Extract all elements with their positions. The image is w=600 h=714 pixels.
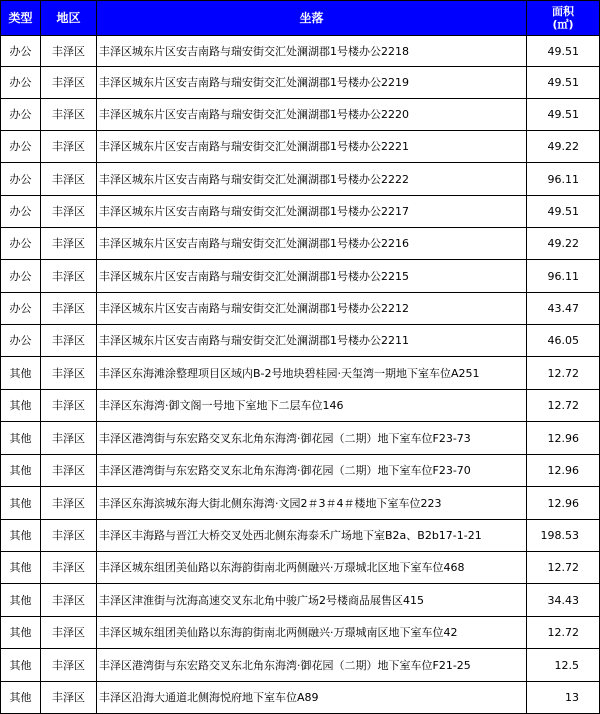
cell-type: 办公 [1,260,41,293]
header-type: 类型 [1,1,41,36]
cell-district: 丰泽区 [41,584,97,617]
cell-area: 49.51 [527,99,600,131]
cell-type: 办公 [1,99,41,131]
cell-area: 12.72 [527,357,600,390]
cell-district: 丰泽区 [41,520,97,552]
cell-area: 12.5 [527,649,600,682]
cell-location: 丰泽区沿海大通道北侧海悦府地下室车位A89 [97,682,527,714]
cell-type: 其他 [1,422,41,455]
cell-district: 丰泽区 [41,99,97,131]
cell-area: 12.72 [527,617,600,649]
cell-location: 丰泽区城东片区安吉南路与瑞安街交汇处澜湖郡1号楼办公2217 [97,196,527,228]
cell-type: 办公 [1,36,41,67]
cell-location: 丰泽区城东片区安吉南路与瑞安街交汇处澜湖郡1号楼办公2216 [97,228,527,260]
cell-type: 办公 [1,196,41,228]
table-row [1,131,600,163]
cell-district: 丰泽区 [41,422,97,455]
cell-area: 12.96 [527,422,600,455]
cell-type: 其他 [1,584,41,617]
cell-type: 其他 [1,487,41,520]
cell-area: 46.05 [527,325,600,357]
table-row [1,487,600,520]
cell-district: 丰泽区 [41,36,97,67]
cell-area: 13 [527,682,600,714]
cell-district: 丰泽区 [41,228,97,260]
cell-location: 丰泽区城东片区安吉南路与瑞安街交汇处澜湖郡1号楼办公2212 [97,293,527,325]
cell-district: 丰泽区 [41,67,97,99]
table-row [1,552,600,584]
table-row [1,682,600,714]
table-row [1,520,600,552]
cell-district: 丰泽区 [41,357,97,390]
cell-location: 丰泽区城东片区安吉南路与瑞安街交汇处澜湖郡1号楼办公2215 [97,260,527,293]
cell-location: 丰泽区东海滩涂整理项目区域内B-2号地块碧桂园·天玺湾一期地下室车位A251 [97,357,527,390]
cell-location: 丰泽区丰海路与晋江大桥交叉处西北侧东海泰禾广场地下室B2a、B2b17-1-21 [97,520,527,552]
cell-district: 丰泽区 [41,260,97,293]
cell-district: 丰泽区 [41,390,97,422]
cell-district: 丰泽区 [41,163,97,196]
cell-area: 12.96 [527,487,600,520]
cell-type: 其他 [1,390,41,422]
cell-area: 12.72 [527,552,600,584]
cell-type: 办公 [1,325,41,357]
cell-area: 34.43 [527,584,600,617]
table-row [1,455,600,487]
cell-location: 丰泽区港湾街与东宏路交叉东北角东海湾·御花园（二期）地下室车位F23-70 [97,455,527,487]
header-location: 坐落 [97,1,527,36]
cell-type: 办公 [1,131,41,163]
cell-district: 丰泽区 [41,487,97,520]
cell-location: 丰泽区津淮街与沈海高速交叉东北角中骏广场2号楼商品展售区415 [97,584,527,617]
header-district: 地区 [41,1,97,36]
cell-location: 丰泽区城东片区安吉南路与瑞安街交汇处澜湖郡1号楼办公2221 [97,131,527,163]
cell-type: 其他 [1,649,41,682]
cell-district: 丰泽区 [41,196,97,228]
cell-district: 丰泽区 [41,617,97,649]
cell-area: 49.51 [527,196,600,228]
cell-location: 丰泽区港湾街与东宏路交叉东北角东海湾·御花园（二期）地下室车位F21-25 [97,649,527,682]
table-row [1,163,600,196]
header-row [1,1,600,36]
table-row [1,325,600,357]
cell-location: 丰泽区城东片区安吉南路与瑞安街交汇处澜湖郡1号楼办公2218 [97,36,527,67]
cell-district: 丰泽区 [41,682,97,714]
header-area [527,1,600,36]
cell-location: 丰泽区城东组团美仙路以东海韵街南北两侧融兴·万璟城北区地下室车位468 [97,552,527,584]
cell-area: 12.72 [527,390,600,422]
table-row [1,196,600,228]
cell-location: 丰泽区城东片区安吉南路与瑞安街交汇处澜湖郡1号楼办公2219 [97,67,527,99]
table-row [1,422,600,455]
header-area-label: 面积 [552,5,574,18]
table-row [1,228,600,260]
cell-area: 49.51 [527,36,600,67]
cell-type: 办公 [1,293,41,325]
cell-type: 办公 [1,67,41,99]
table-row [1,390,600,422]
cell-district: 丰泽区 [41,131,97,163]
cell-area: 96.11 [527,163,600,196]
cell-area: 198.53 [527,520,600,552]
table-row [1,293,600,325]
table-row [1,617,600,649]
table-row [1,67,600,99]
cell-location: 丰泽区港湾街与东宏路交叉东北角东海湾·御花园（二期）地下室车位F23-73 [97,422,527,455]
cell-type: 办公 [1,163,41,196]
cell-district: 丰泽区 [41,552,97,584]
cell-type: 其他 [1,682,41,714]
cell-district: 丰泽区 [41,649,97,682]
cell-district: 丰泽区 [41,455,97,487]
cell-location: 丰泽区城东片区安吉南路与瑞安街交汇处澜湖郡1号楼办公2222 [97,163,527,196]
cell-type: 其他 [1,357,41,390]
table-row [1,99,600,131]
cell-area: 49.22 [527,228,600,260]
cell-location: 丰泽区东海滨城东海大街北侧东海湾·文园2＃3＃4＃楼地下室车位223 [97,487,527,520]
cell-type: 其他 [1,520,41,552]
cell-district: 丰泽区 [41,293,97,325]
table-row [1,649,600,682]
cell-area: 49.51 [527,67,600,99]
cell-area: 12.96 [527,455,600,487]
table-row [1,36,600,67]
table-row [1,584,600,617]
cell-district: 丰泽区 [41,325,97,357]
cell-area: 49.22 [527,131,600,163]
cell-area: 96.11 [527,260,600,293]
cell-location: 丰泽区城东片区安吉南路与瑞安街交汇处澜湖郡1号楼办公2220 [97,99,527,131]
cell-location: 丰泽区东海湾·御文阁一号地下室地下二层车位146 [97,390,527,422]
cell-area: 43.47 [527,293,600,325]
cell-type: 其他 [1,455,41,487]
cell-type: 其他 [1,552,41,584]
cell-type: 办公 [1,228,41,260]
header-area-unit: (㎡) [552,18,574,31]
cell-location: 丰泽区城东组团美仙路以东海韵街南北两侧融兴·万璟城南区地下室车位42 [97,617,527,649]
table-row [1,260,600,293]
table-row [1,357,600,390]
cell-location: 丰泽区城东片区安吉南路与瑞安街交汇处澜湖郡1号楼办公2211 [97,325,527,357]
cell-type: 其他 [1,617,41,649]
